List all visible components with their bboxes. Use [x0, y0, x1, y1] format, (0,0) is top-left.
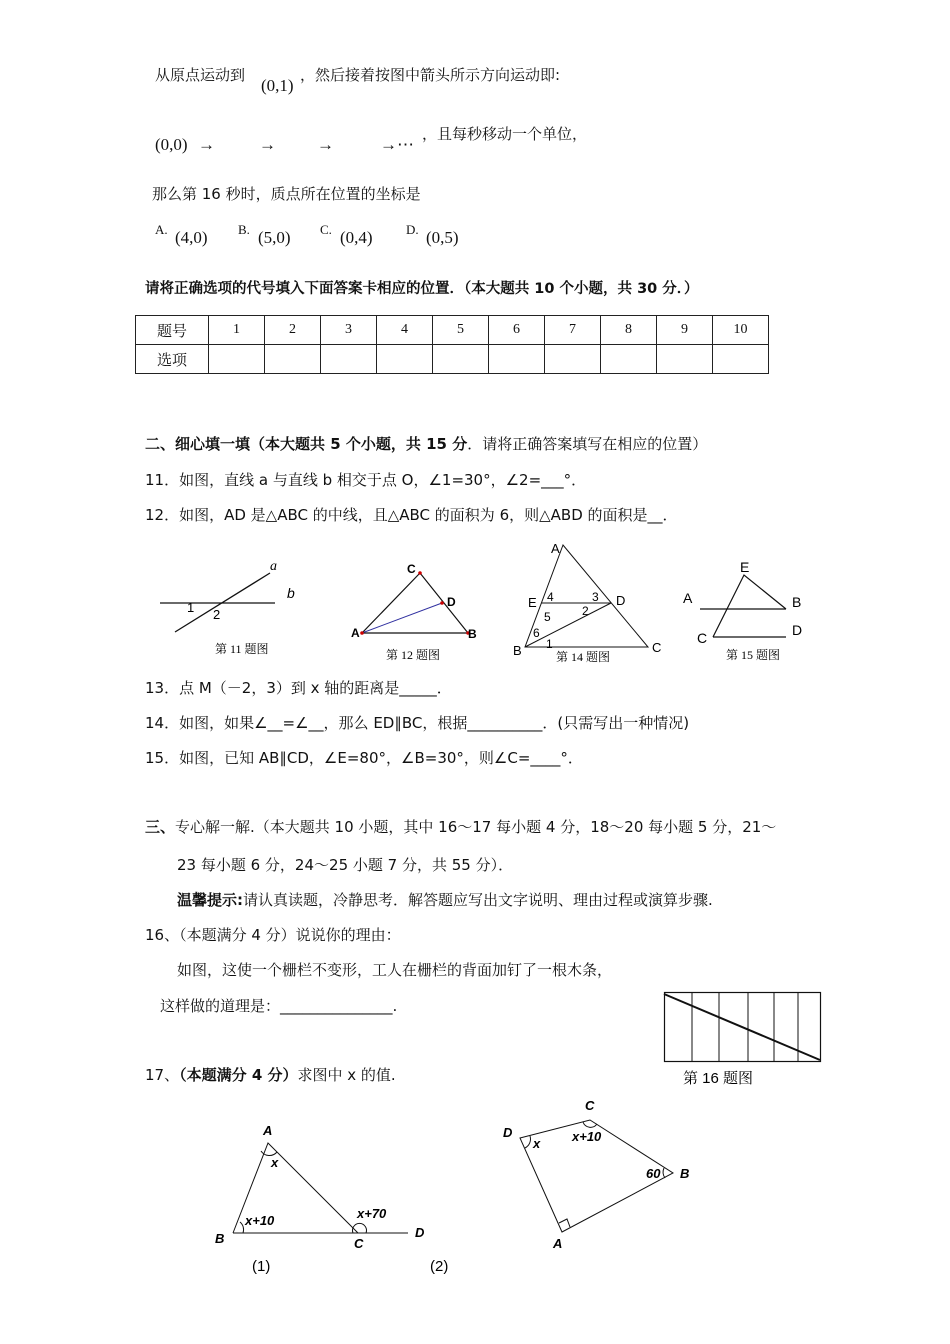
answer-cell[interactable] [657, 345, 713, 374]
question-14: 14．如图，如果∠__=∠__，那么 ED∥BC，根据__________．(只需写出一种情况) [145, 714, 690, 732]
q10-start-point: (0,0) [155, 135, 188, 154]
answer-cell[interactable] [713, 345, 769, 374]
label-C: C [407, 562, 416, 576]
option-value: (4,0) [175, 228, 208, 247]
label-B: B [468, 627, 477, 641]
label-C: C [354, 1236, 364, 1251]
q10-line1-text: 从原点运动到 [155, 66, 246, 84]
q10-line2-rest: ，且每秒移动一个单位， [422, 125, 588, 143]
question-11: 11．如图，直线 a 与直线 b 相交于点 O，∠1=30°，∠2=___°． [145, 471, 587, 489]
question-13: 13．点 M（－2，3）到 x 轴的距离是_____． [145, 679, 452, 697]
option-letter: D. [406, 222, 419, 237]
table-cell: 9 [657, 316, 713, 345]
option-letter: C. [320, 222, 332, 237]
figure-caption: 第 15 题图 [726, 648, 781, 662]
label-A: A [551, 541, 560, 556]
section2-title [145, 434, 707, 454]
arrow: → [198, 135, 215, 154]
label-D: D [792, 622, 803, 638]
tip-text: 请认真读题，冷静思考．解答题应写出文字说明、理由过程或演算步骤. [243, 891, 713, 909]
label-B: B [792, 594, 802, 610]
label-C: C [697, 630, 708, 646]
label-D: D [415, 1225, 425, 1240]
angle-B: x+10 [245, 1213, 275, 1228]
label-D: D [616, 593, 626, 608]
label-1: 1 [187, 600, 195, 615]
caption-2: (2) [430, 1258, 449, 1275]
label-1: 1 [546, 637, 553, 651]
figure-caption: 第 14 题图 [556, 650, 611, 664]
figure-16-fence [664, 992, 824, 1092]
option-value: (5,0) [258, 228, 291, 247]
label-a: a [270, 559, 277, 574]
figure-17-2 [503, 1098, 689, 1251]
section2-heading: 二、细心填一填 [145, 435, 251, 453]
answer-cell[interactable] [265, 345, 321, 374]
label-B: B [513, 643, 522, 658]
table-cell: 8 [601, 316, 657, 345]
label-D: D [503, 1125, 513, 1140]
label-A: A [683, 590, 693, 606]
table-cell: 1 [209, 316, 265, 345]
table-header-cell: 选项 [136, 345, 209, 374]
label-A: A [553, 1236, 563, 1251]
angle-D: x [533, 1136, 541, 1151]
label-E: E [740, 559, 750, 575]
question-15: 15．如图，已知 AB∥CD，∠E=80°，∠B=30°，则∠C=____°． [145, 749, 583, 767]
table-header-cell: 题号 [136, 316, 209, 345]
label-6: 6 [533, 626, 540, 640]
table-cell: 7 [545, 316, 601, 345]
answer-table [135, 315, 769, 374]
table-cell: 3 [321, 316, 377, 345]
table-row [136, 316, 769, 345]
answer-cell[interactable] [433, 345, 489, 374]
q17-points: （本题满分 4 分） [179, 1066, 298, 1084]
arrow-ellipsis: →⋯ [380, 135, 414, 154]
q17-number: 17、 [145, 1066, 180, 1084]
label-3: 3 [592, 590, 599, 604]
arrow: → [317, 135, 334, 154]
q10-question: 那么第 16 秒时，质点所在位置的坐标是 [152, 185, 421, 203]
answer-cell[interactable] [545, 345, 601, 374]
answer-cell[interactable] [209, 345, 265, 374]
section3-points: 专心解一解.（本大题共 10 小题，其中 16～17 每小题 4 分，18～20 每小题 5 分，21～ [175, 818, 777, 836]
figure-17 [200, 1090, 760, 1290]
angle-B: 60 [646, 1166, 661, 1181]
caption-1: (1) [252, 1258, 271, 1275]
figure-12 [350, 560, 490, 670]
angle-A: x [271, 1155, 279, 1170]
q17-text: 求图中 x 的值. [297, 1066, 396, 1084]
arrow: → [259, 135, 276, 154]
label-C: C [585, 1098, 595, 1113]
figure-caption: 第 16 题图 [683, 1070, 754, 1087]
figure-17-1 [215, 1123, 425, 1251]
table-cell: 10 [713, 316, 769, 345]
q10-line1-point: (0,1) [261, 76, 294, 95]
table-row [136, 345, 769, 374]
figure-15 [680, 555, 820, 670]
label-2: 2 [213, 607, 221, 622]
label-C: C [652, 640, 662, 655]
option-value: (0,5) [426, 228, 459, 247]
label-b: b [287, 585, 295, 601]
label-A: A [263, 1123, 273, 1138]
label-4: 4 [547, 590, 554, 604]
question-17 [145, 1065, 396, 1085]
q10-line1-rest: ，然后接着按图中箭头所示方向运动即: [300, 66, 561, 84]
table-cell: 5 [433, 316, 489, 345]
label-A: A [351, 626, 360, 640]
section3-title [145, 817, 776, 837]
question-12: 12．如图，AD 是△ABC 的中线，且△ABC 的面积为 6，则△ABD 的面积是__． [145, 506, 678, 524]
section3-heading: 三、 [145, 818, 176, 836]
answer-cell[interactable] [489, 345, 545, 374]
label-E: E [528, 595, 537, 610]
figure-caption: 第 11 题图 [215, 642, 269, 656]
tip [177, 890, 713, 910]
answer-cell[interactable] [321, 345, 377, 374]
option-letter: A. [155, 222, 168, 237]
answer-instruction: 请将正确选项的代号填入下面答案卡相应的位置．（本大题共 10 个小题，共 30 分．） [145, 281, 699, 297]
table-cell: 2 [265, 316, 321, 345]
option-letter: B. [238, 222, 250, 237]
figure-14 [500, 535, 680, 670]
answer-cell[interactable] [601, 345, 657, 374]
label-5: 5 [544, 610, 551, 624]
label-2: 2 [582, 604, 589, 618]
table-cell: 6 [489, 316, 545, 345]
figure-caption: 第 12 题图 [386, 648, 441, 662]
section3-points-cont: 23 每小题 6 分，24～25 小题 7 分，共 55 分）． [177, 856, 514, 874]
tip-label: 温馨提示: [177, 891, 243, 909]
question-16-title: 16、（本题满分 4 分）说说你的理由： [145, 926, 401, 944]
answer-cell[interactable] [377, 345, 433, 374]
section2-points: （本大题共 5 个小题，共 15 分 [250, 435, 468, 453]
angle-C: x+70 [357, 1206, 387, 1221]
option-value: (0,4) [340, 228, 373, 247]
section2-instruction: ．请将正确答案填写在相应的位置） [467, 435, 708, 453]
label-B: B [215, 1231, 225, 1246]
question-16-answer: 这样做的道理是：_______________. [160, 997, 398, 1015]
table-cell: 4 [377, 316, 433, 345]
label-B: B [680, 1166, 690, 1181]
label-D: D [447, 595, 456, 609]
question-16-text: 如图，这使一个栅栏不变形，工人在栅栏的背面加钉了一根木条， [177, 961, 613, 979]
angle-C: x+10 [572, 1129, 602, 1144]
figure-11 [155, 555, 305, 665]
